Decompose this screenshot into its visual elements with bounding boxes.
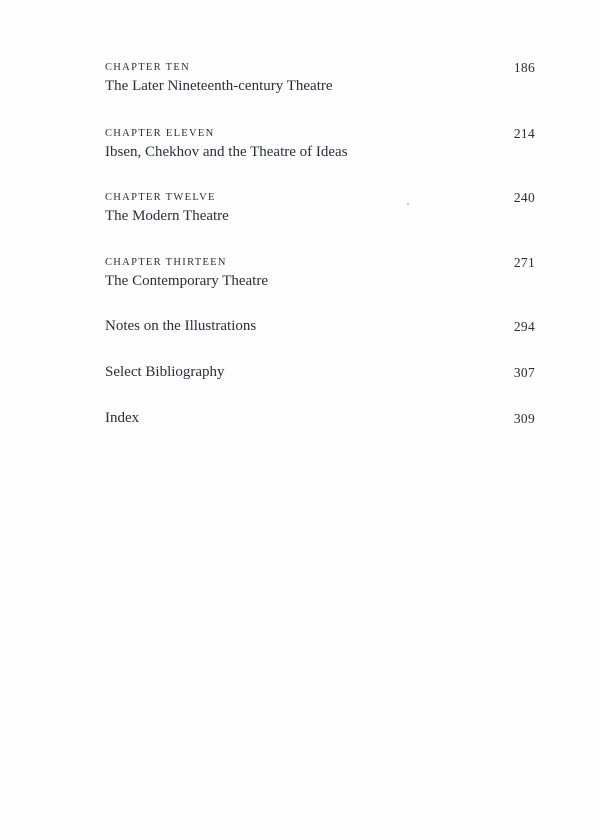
page-number: 309 xyxy=(513,411,535,426)
entry-title: Select Bibliography xyxy=(105,364,225,380)
toc-entry-chapter-thirteen[interactable] xyxy=(105,257,535,290)
page-number: 240 xyxy=(513,190,535,205)
chapter-title: The Later Nineteenth-century Theatre xyxy=(105,78,333,94)
chapter-label: CHAPTER TEN xyxy=(105,62,190,73)
page-number: 294 xyxy=(513,319,535,334)
chapter-label: CHAPTER THIRTEEN xyxy=(105,257,227,268)
toc-entry-index[interactable] xyxy=(105,409,535,427)
toc-entry-notes[interactable] xyxy=(105,317,535,335)
page-number: 271 xyxy=(513,255,535,270)
page-number: 186 xyxy=(513,60,535,75)
chapter-label: CHAPTER TWELVE xyxy=(105,192,216,203)
chapter-title: The Modern Theatre xyxy=(105,208,229,224)
entry-title: Notes on the Illustrations xyxy=(105,318,257,334)
toc-entry-chapter-ten[interactable] xyxy=(105,62,535,95)
page-number: 214 xyxy=(513,126,535,141)
page-number: 307 xyxy=(513,365,535,380)
chapter-title: Ibsen, Chekhov and the Theatre of Ideas xyxy=(105,144,348,160)
toc-entry-chapter-eleven[interactable] xyxy=(105,128,535,161)
toc-entry-chapter-twelve[interactable] xyxy=(105,192,535,225)
entry-title: Index xyxy=(105,410,140,426)
chapter-label: CHAPTER ELEVEN xyxy=(105,128,215,139)
paper-speck xyxy=(407,203,409,205)
chapter-title: The Contemporary Theatre xyxy=(105,273,268,289)
toc-entry-bibliography[interactable] xyxy=(105,363,535,381)
